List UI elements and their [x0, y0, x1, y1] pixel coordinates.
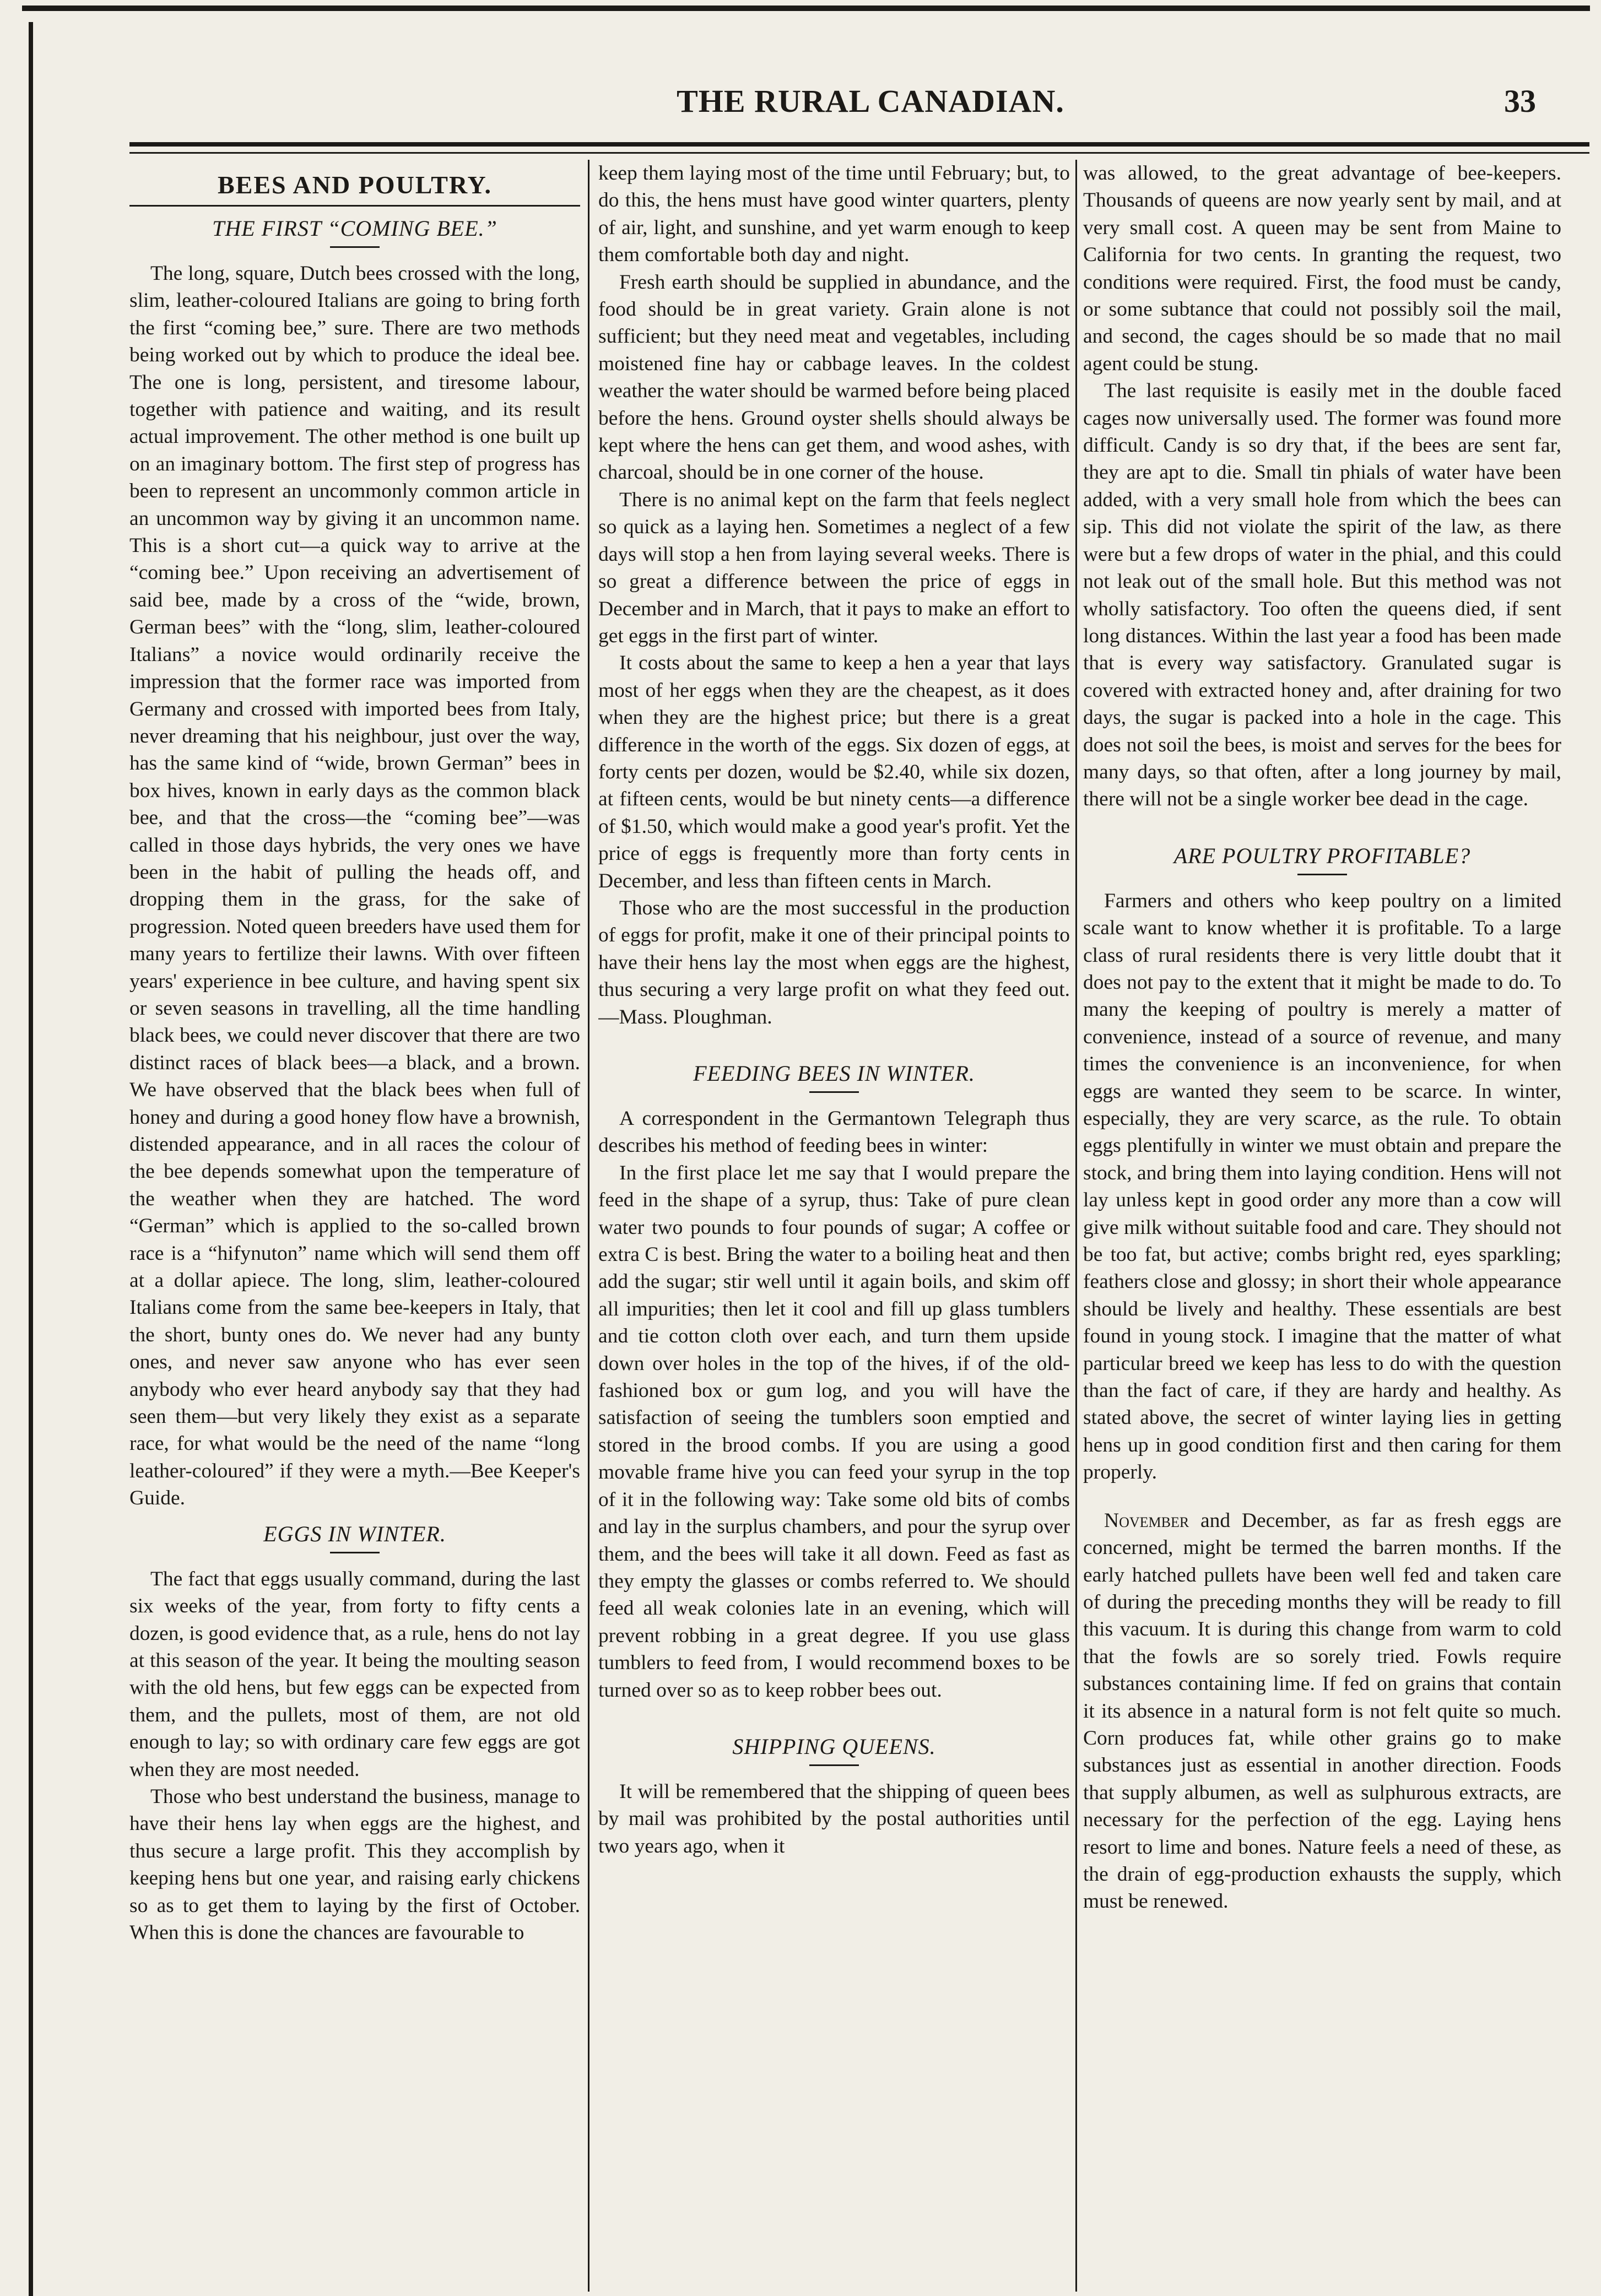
heading-rule — [809, 1091, 859, 1093]
column-1 — [129, 160, 580, 2286]
masthead-rule-thin — [129, 152, 1589, 154]
page-number: 33 — [1504, 83, 1536, 119]
article-paragraph: The last requisite is easily met in the double faced cages now universally used. The former was found more difficult. Candy is so dry that, if the bees are sent far, they are apt to die. Small tin phials of water have been added, with a very small hole from which the bees can sip. This did not violate the spirit of the law, as there were but a few drops of water in the phial, and this could not leak out of the small hole. But this method was not wholly satisfactory. Too often the queens died, if sent long distances. Within the last year a food has been made that is every way satisfactory. Granulated sugar is covered with extracted honey and, after draining for two days, the sugar is packed into a hole in the cage. This does not soil the bees, is moist and serves for the bees for many days, so that often, after a long journey by mail, there will not be a single worker bee dead in the cage. — [1083, 380, 1561, 811]
article-heading: EGGS IN WINTER. — [263, 1521, 446, 1546]
article-heading: THE FIRST “COMING BEE.” — [212, 216, 497, 241]
article-paragraph: It will be remembered that the shipping of queen bees by mail was prohibited by the postal authorities until two years ago, when it — [598, 1780, 1070, 1858]
article-paragraph: In the first place let me say that I would prepare the feed in the shape of a syrup, thus: Take of pure clean water two pounds to four pounds of sugar; A coffee or extra C is best. Bring the water to a boiling heat and then add the sugar; stir well until it again boils, and skim off all impurities; then let it cool and fill up glass tumblers and tie cotton cloth over each, and turn them upside down over holes in the top of the hives, if of the old-fashioned box or gum log, and you will have the satisfaction of seeing the tumblers soon emptied and stored in the brood combs. If you are using a good movable frame hive you can feed your syrup in the top of it in the following way: Take some old bits of combs and lay in the surplus chambers, and pour the syrup over them, and the bees will take it all down. Feed as fast as they empty the glasses or combs referred to. We should feed all weak colonies late in an evening, which will prevent robbing in a great degree. If you use glass tumblers to feed from, I would recommend boxes to be turned over so as to keep robber bees out. — [598, 1161, 1070, 1702]
top-border-rule — [22, 6, 1590, 11]
masthead-rule-thick — [129, 142, 1589, 147]
column-2 — [598, 160, 1070, 2286]
article-paragraph: A correspondent in the Germantown Telegraph thus describes his method of feeding bees in winter: — [598, 1107, 1070, 1157]
masthead — [0, 83, 1601, 132]
heading-rule — [330, 246, 380, 248]
heading-rule — [1297, 874, 1347, 875]
heading-rule — [809, 1764, 859, 1766]
section-rule — [129, 205, 580, 207]
article-heading: FEEDING BEES IN WINTER. — [693, 1061, 975, 1086]
article-paragraph: There is no animal kept on the farm that feels neglect so quick as a laying hen. Sometimes a neglect of a few days will stop a hen from laying several weeks. There is so great a difference between the price of eggs in December and in March, that it pays to make an effort to get eggs in the first part of winter. — [598, 488, 1070, 647]
article-paragraph: The fact that eggs usually command, during the last six weeks of the year, from forty to fifty cents a dozen, is good evidence that, as a rule, hens do not lay at this season of the year. It being the moulting season with the old hens, but few eggs can be expected from them, and the pullets, most of them, are not old enough to lay; so with ordinary care few eggs are got when they are most needed. — [129, 1567, 580, 1781]
article-heading: SHIPPING QUEENS. — [732, 1734, 936, 1759]
article-paragraph — [1083, 1507, 1561, 1915]
lead-word: November — [1104, 1509, 1189, 1532]
masthead-title: THE RURAL CANADIAN. — [677, 83, 1064, 119]
article-paragraph: The long, square, Dutch bees crossed with the long, slim, leather-coloured Italians are going to bring forth the first “coming bee,” sure. There are two methods being worked out by which to produce the ideal bee. The one is long, persistent, and tiresome labour, together with patience and waiting, and its result actual improvement. The other method is one built up on an imaginary bottom. The first step of progress has been to represent an uncommonly common article in an uncommon way by giving it an uncommon name. This is a short cut—a quick way to arrive at the “coming bee.” Upon receiving an advertisement of said bee, made by a cross of the “wide, brown, German bees” with the “long, slim, leather-coloured Italians” a novice would ordinarily receive the impression that the former race was imported from Germany and crossed with imported bees from Italy, never dreaming that his neighbour, just over the way, has the same kind of “wide, brown German” bees in box hives, known in early days as the common black bee, and that the cross—the “coming bee”—was called in those days hybrids, the very ones we have been in the habit of pulling the heads off, and dropping them in the grass, for the sake of progression. Noted queen breeders have used them for many years to fertilize their lawns. With over fifteen years' experience in bee culture, and having spent six or seven seasons in travelling, all the time handling black bees, we could never discover that there are two distinct races of black bees—a black, and a brown. We have observed that the black bees when full of honey and during a good honey flow have a brownish, distended appearance, and in all races the colour of the bee depends somewhat upon the temperature of the weather when they are hatched. The word “German” which is applied to the so-called brown race is a “hifynuton” name which will send them off at a dollar apiece. The long, slim, leather-coloured Italians come from the same bee-keepers in Italy, that the short, bunty ones do. We never had any bunty ones, and never saw anyone who has ever seen anybody who ever heard anybody say that they had seen them—but very likely they exist as a separate race, for what would be the need of the name “long leather-coloured” if they were a myth.—Bee Keeper's Guide. — [129, 262, 580, 1510]
article-paragraph: Fresh earth should be supplied in abundance, and the food should be in great variety. Grain alone is not sufficient; but they need meat and vegetables, including moistened fine hay or cabbage leaves. In the coldest weather the water should be warmed before being placed before the hens. Ground oyster shells should always be kept where the hens can get them, and wood ashes, with charcoal, should be in one corner of the house. — [598, 270, 1070, 484]
paragraph-text: and December, as far as fresh eggs are concerned, might be termed the barren months. If the early hatched pullets have been well fed and taken care of during the preceding months they will be ready to fill this vacuum. It is during this change from warm to cold that the fowls are so sorely tried. Fowls require substances containing lime. If fed on grains that contain it its absence in a natural form is not felt quite so much. Corn produces fat, while other grains go to make substances just as essential in another direction. Foods that supply albumen, as well as sulphurous extracts, are necessary for the perfection of the egg. Laying hens resort to lime and bones. Nature feels a need of these, as the drain of egg-production exhausts the supply, which must be renewed. — [1083, 1509, 1561, 1913]
article-paragraph: Those who are the most successful in the production of eggs for profit, make it one of their principal points to have their hens lay the most when eggs are the highest, thus securing a very large profit on what they feed out.—Mass. Ploughman. — [598, 896, 1070, 1028]
article-paragraph: was allowed, to the great advantage of bee-keepers. Thousands of queens are now yearly sent by mail, and at very small cost. A queen may be sent from Maine to California for two cents. In granting the request, two conditions were required. First, the food must be candy, or some subtance that could not possibly soil the mail, and second, the cages should be so made that no mail agent could be stung. — [1083, 162, 1561, 375]
heading-rule — [330, 1552, 380, 1553]
column-separator — [588, 160, 589, 2292]
column-3 — [1083, 160, 1561, 2286]
article-paragraph: keep them laying most of the time until February; but, to do this, the hens must have good winter quarters, plenty of air, light, and sunshine, and yet warm enough to keep them comfortable both day and night. — [598, 162, 1070, 267]
section-title: BEES AND POULTRY. — [217, 171, 493, 199]
left-border-rule — [29, 22, 33, 2296]
article-heading: ARE POULTRY PROFITABLE? — [1173, 843, 1471, 868]
column-separator — [1075, 160, 1077, 2292]
article-paragraph: It costs about the same to keep a hen a year that lays most of her eggs when they are the cheapest, as it does when they are the highest price; but there is a great difference in the worth of the eggs. Six dozen of eggs, at forty cents per dozen, would be $2.40, while six dozen, at fifteen cents, would be but ninety cents—a difference of $1.50, which would make a good year's profit. Yet the price of eggs is frequently more than forty cents in December, and less than fifteen cents in March. — [598, 652, 1070, 892]
article-paragraph: Those who best understand the business, manage to have their hens lay when eggs are the highest, and thus secure a large profit. This they accomplish by keeping hens but one year, and raising early chickens so as to get them to laying by the first of October. When this is done the chances are favourable to — [129, 1785, 580, 1944]
article-paragraph: Farmers and others who keep poultry on a limited scale want to know whether it is profitable. To a large class of rural residents there is very little doubt that it does not pay to the extent that it might be made to do. To many the keeping of poultry is merely a matter of convenience, instead of a source of revenue, and many times the convenience is an inconvenience, for when eggs are wanted they seem to be scarce. In winter, especially, they are very scarce, as the rule. To obtain eggs plentifully in winter we must obtain and prepare the stock, and bring them into laying condition. Hens will not lay unless kept in good order any more than a cow will give milk without suitable food and care. They should not be too fat, but active; combs bright red, eyes sparkling; feathers close and glossy; in short their whole appearance should be lively and healthy. These essentials are best found in young stock. I imagine that the matter of what particular breed we keep has less to do with the question than the fact of care, if they are hardy and healthy. As stated above, the secret of winter laying lies in getting hens up in good condition first and then caring for them properly. — [1083, 889, 1561, 1484]
